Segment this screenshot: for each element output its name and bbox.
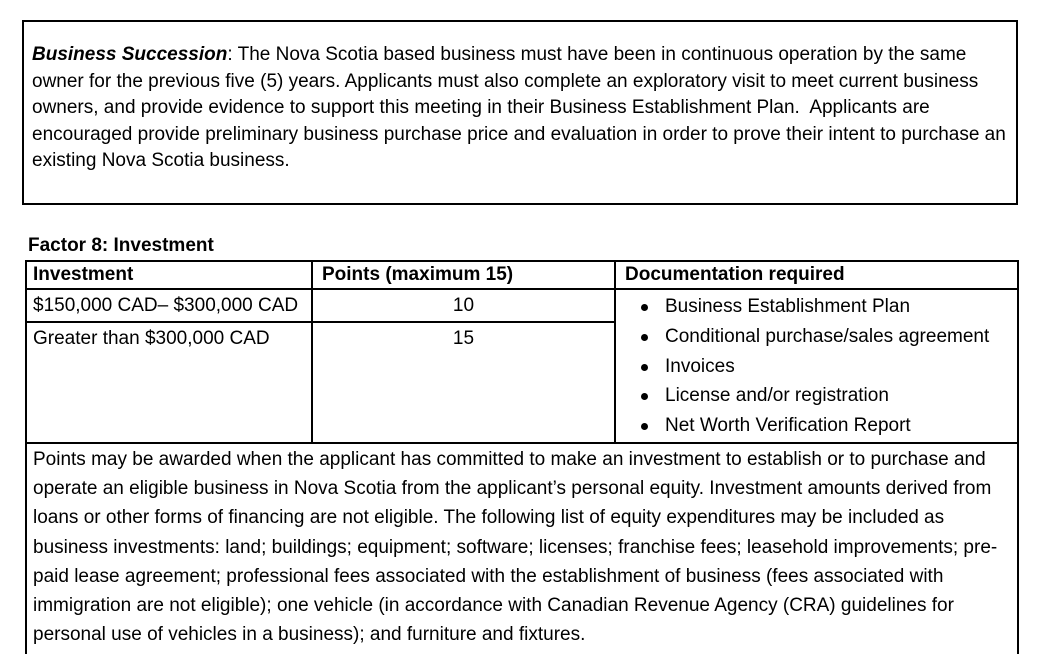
succession-line: existing Nova Scotia business.	[32, 150, 290, 171]
succession-line: encouraged provide preliminary business purchase price and evaluation in order to prove their intent to purchase an	[32, 123, 1006, 145]
notes-line: loans or other forms of financing are not eligible. The following list of equity expenditures may be included as	[33, 507, 945, 529]
column-header-points: Points (maximum 15)	[312, 261, 615, 289]
investment-range-1-cell: $150,000 CAD– $300,000 CAD	[26, 289, 312, 322]
table-row	[26, 289, 1018, 322]
investment-range-2-cell: Greater than $300,000 CAD	[26, 322, 312, 443]
business-succession-callout	[22, 20, 1018, 205]
documentation-item: Invoices	[616, 352, 1017, 382]
points-value-1-cell: 10	[312, 289, 615, 322]
notes-line: personal use of vehicles in a business); and furniture and fixtures.	[33, 624, 586, 646]
documentation-cell	[615, 289, 1018, 443]
documentation-item: License and/or registration	[616, 381, 1017, 411]
points-value-2-cell: 15	[312, 322, 615, 443]
documentation-item: Business Establishment Plan	[616, 292, 1017, 322]
investment-notes-paragraph	[33, 445, 1011, 649]
succession-lead-colon: :	[227, 44, 233, 65]
succession-lead-label: Business Succession	[32, 44, 228, 65]
column-header-investment: Investment	[26, 261, 312, 289]
succession-paragraph	[32, 69, 1008, 175]
succession-line-text: The Nova Scotia based business must have been in continuous operation by the same	[232, 44, 967, 65]
investment-points-table	[25, 260, 1019, 654]
table-notes-row	[26, 443, 1018, 654]
succession-line: owners, and provide evidence to support this meeting in their Business Establishment Plan. Applicants are	[32, 97, 930, 118]
column-header-documentation: Documentation required	[615, 261, 1018, 289]
table-header-row	[26, 261, 1018, 289]
notes-line: paid lease agreement; professional fees associated with the establishment of business (fees associated with	[33, 565, 944, 587]
factor-heading: Factor 8: Investment	[28, 235, 214, 256]
succession-line: owner for the previous five (5) years. Applicants must also complete an exploratory visit to meet current business	[32, 70, 979, 92]
notes-line: immigration are not eligible); one vehicle (in accordance with Canadian Revenue Agency (CRA) guidelines for	[33, 595, 954, 617]
documentation-item: Net Worth Verification Report	[616, 411, 1017, 441]
succession-line	[32, 42, 1008, 69]
documentation-item: Conditional purchase/sales agreement	[616, 322, 1017, 352]
notes-line: Points may be awarded when the applicant has committed to make an investment to establish or to purchase and	[33, 449, 986, 470]
notes-line: business investments: land; buildings; equipment; software; licenses; franchise fees; leasehold improvements; pre-	[33, 536, 998, 558]
documentation-bullet-list	[616, 292, 1017, 441]
investment-notes-cell	[26, 443, 1018, 654]
notes-line: operate an eligible business in Nova Scotia from the applicant’s personal equity. Investment amounts derived from	[33, 478, 992, 500]
